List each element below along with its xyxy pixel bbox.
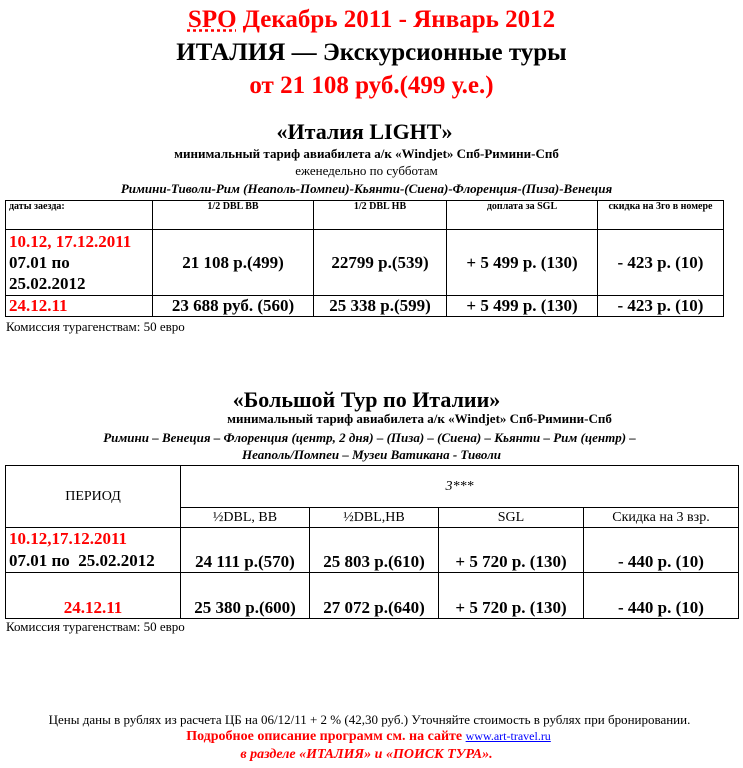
- column-header: скидка на 3го в номере: [598, 201, 724, 230]
- site-link[interactable]: www.art-travel.ru: [465, 729, 551, 743]
- footer-details-text: Подробное описание программ см. на сайте: [186, 729, 466, 744]
- column-header: 1/2 DBL HB: [314, 201, 447, 230]
- column-header: SGL: [439, 508, 584, 528]
- date-red: 10.12,17.12.2011: [9, 529, 128, 548]
- tour1-schedule: еженедельно по субботам: [295, 163, 438, 178]
- header-country-title: ИТАЛИЯ — Экскурсионные туры: [176, 39, 567, 66]
- price-cell: - 423 р. (10): [598, 230, 724, 296]
- date-black: 07.01 по 25.02.2012: [9, 253, 86, 293]
- date-black: 07.01 по 25.02.2012: [9, 551, 155, 570]
- tour2-title: «Большой Тур по Италии»: [232, 387, 501, 412]
- tour2-airfare: минимальный тариф авиабилета а/к «Windjet» Спб-Римини-Спб: [227, 411, 612, 426]
- tour1-title: «Италия LIGHT»: [276, 119, 453, 144]
- period-header: ПЕРИОД: [6, 466, 181, 528]
- date-cell: 24.12.11: [6, 296, 153, 317]
- hotel-category-header: 3***: [181, 466, 739, 508]
- price-cell: 21 108 р.(499): [153, 230, 314, 296]
- price-cell: 25 803 р.(610): [310, 528, 439, 573]
- footer-price-note: Цены даны в рублях из расчета ЦБ на 06/12/11 + 2 % (42,30 руб.) Уточняйте стоимость в рублях при бронировании.: [48, 712, 691, 727]
- header-spo-title: [0, 6, 743, 34]
- tour1-route: Римини-Тиволи-Рим (Неаполь-Помпеи)-Кьянти-(Сиена)-Флоренция-(Пиза)-Венеция: [120, 181, 613, 196]
- date-red: 10.12, 17.12.2011: [9, 232, 132, 251]
- table-row: [6, 296, 724, 317]
- date-cell: 24.12.11: [6, 573, 181, 619]
- date-cell: [6, 230, 153, 296]
- date-cell: [6, 528, 181, 573]
- price-cell: + 5 499 р. (130): [447, 230, 598, 296]
- column-header: доплата за SGL: [447, 201, 598, 230]
- price-cell: + 5 720 р. (130): [439, 528, 584, 573]
- tour1-price-table: [5, 200, 724, 317]
- price-cell: - 440 р. (10): [584, 528, 739, 573]
- tour2-price-table: [5, 465, 739, 619]
- price-cell: - 423 р. (10): [598, 296, 724, 317]
- price-cell: + 5 499 р. (130): [447, 296, 598, 317]
- table-row: [6, 573, 739, 619]
- spo-dates: Декабрь 2011 - Январь 2012: [236, 6, 556, 33]
- column-header: Скидка на 3 взр.: [584, 508, 739, 528]
- price-cell: + 5 720 р. (130): [439, 573, 584, 619]
- price-cell: 25 380 р.(600): [181, 573, 310, 619]
- column-header: ½DBL, BB: [181, 508, 310, 528]
- table-header-row: [6, 201, 724, 230]
- footer-details: [0, 729, 740, 745]
- price-cell: 27 072 р.(640): [310, 573, 439, 619]
- table-header-row: [6, 466, 739, 508]
- table-row: [6, 528, 739, 573]
- tour1-airfare: минимальный тариф авиабилета а/к «Windjet» Спб-Римини-Спб: [174, 146, 559, 161]
- tour2-commission: Комиссия турагенствам: 50 евро: [6, 619, 185, 634]
- header-price-from: от 21 108 руб.(499 у.е.): [249, 72, 494, 99]
- price-cell: 24 111 р.(570): [181, 528, 310, 573]
- column-header: 1/2 DBL BB: [153, 201, 314, 230]
- tour1-commission: Комиссия турагенствам: 50 евро: [6, 319, 185, 334]
- price-cell: 22799 р.(539): [314, 230, 447, 296]
- table-row: [6, 230, 724, 296]
- column-header: ½DBL,HB: [310, 508, 439, 528]
- tour2-route-line2: Неаполь/Помпеи – Музеи Ватикана - Тиволи: [242, 447, 501, 462]
- tour2-route-line1: Римини – Венеция – Флоренция (центр, 2 дня) – (Пиза) – (Сиена) – Кьянти – Рим (центр) –: [103, 430, 636, 445]
- spo-label: SPO: [187, 6, 237, 33]
- column-header: даты заезда:: [6, 201, 153, 230]
- price-cell: - 440 р. (10): [584, 573, 739, 619]
- price-cell: 23 688 руб. (560): [153, 296, 314, 317]
- price-cell: 25 338 р.(599): [314, 296, 447, 317]
- footer-section: в разделе «ИТАЛИЯ» и «ПОИСК ТУРА».: [240, 747, 493, 762]
